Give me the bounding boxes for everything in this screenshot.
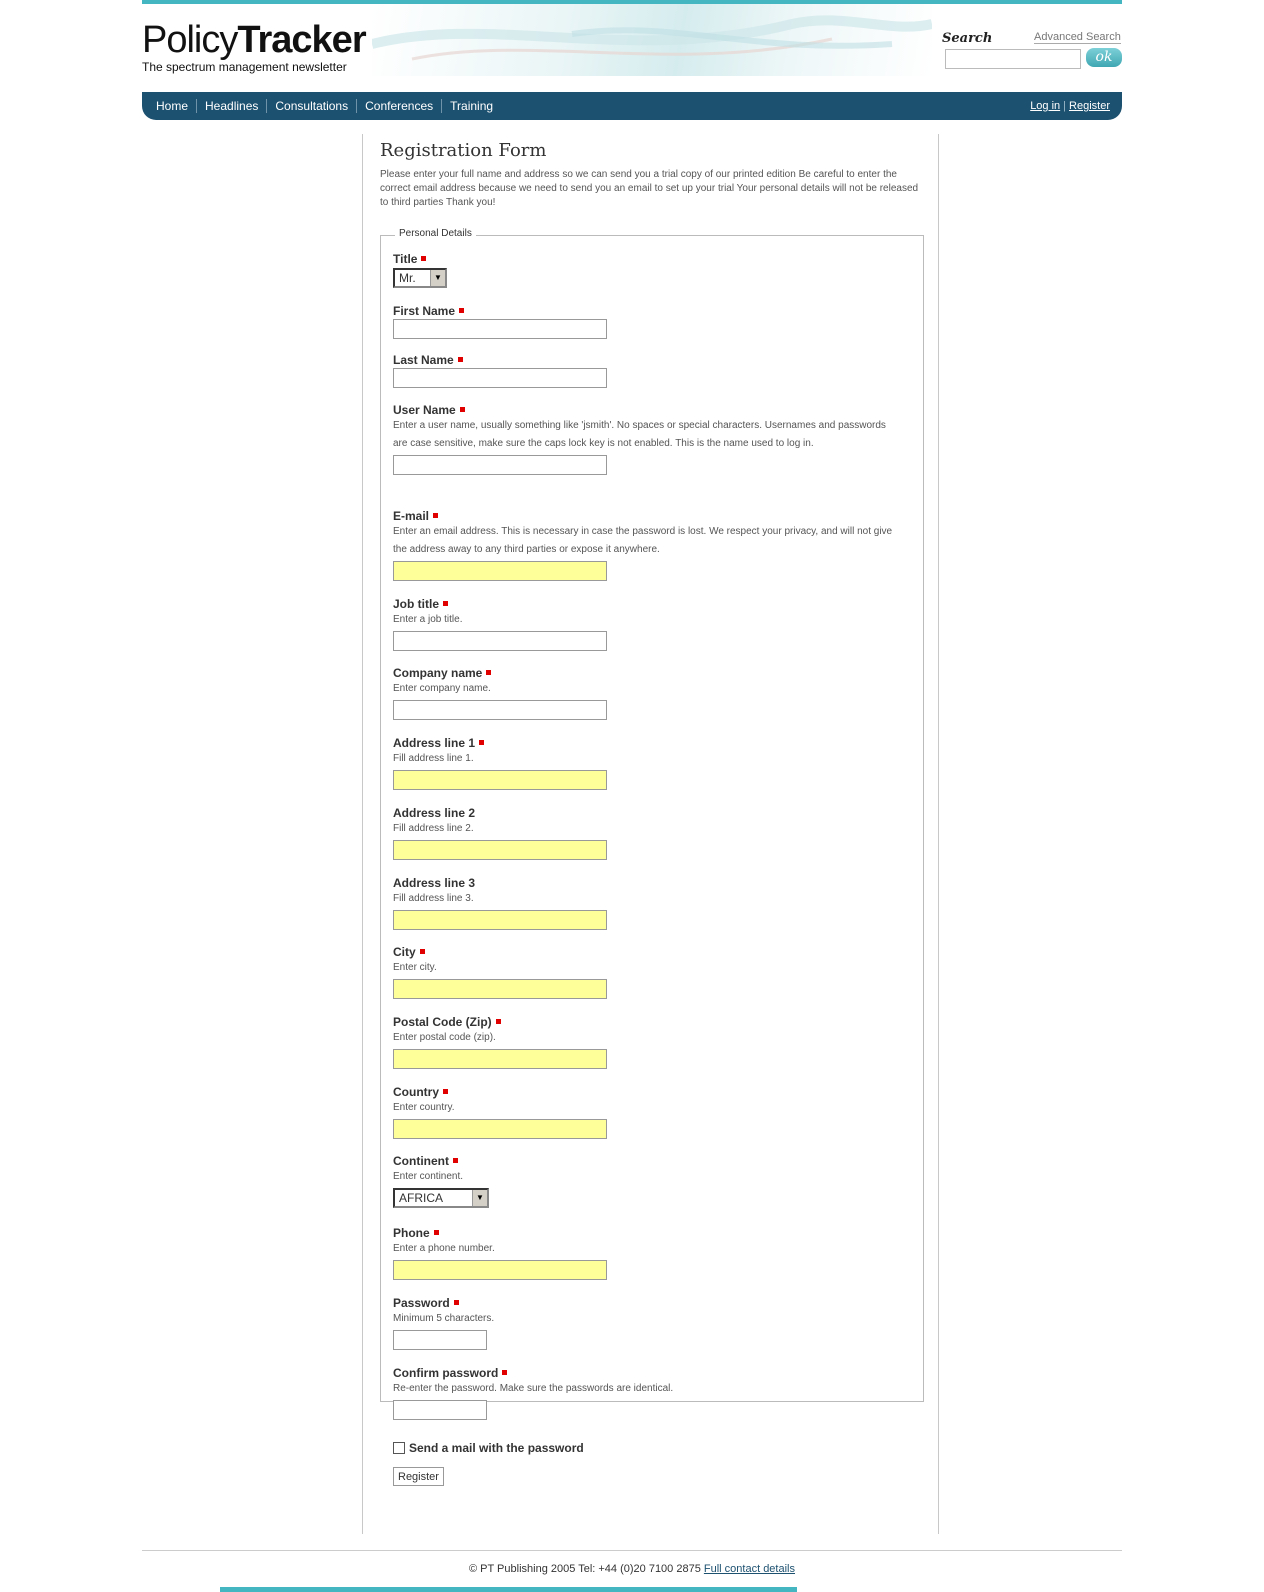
required-marker bbox=[443, 601, 448, 606]
first-name-input[interactable] bbox=[393, 319, 607, 339]
nav-separator: | bbox=[1063, 100, 1067, 112]
logo-text-tracker: Tracker bbox=[237, 19, 366, 61]
logo-text-policy: Policy bbox=[142, 19, 238, 61]
required-marker bbox=[420, 949, 425, 954]
email-input[interactable] bbox=[393, 561, 607, 581]
bottom-accent-bar bbox=[220, 1587, 797, 1592]
username-input[interactable] bbox=[393, 455, 607, 475]
city-field bbox=[393, 945, 607, 999]
country-field bbox=[393, 1085, 607, 1139]
postal-code-help: Enter postal code (zip). bbox=[393, 1032, 496, 1043]
first-name-label: First Name bbox=[393, 304, 456, 318]
nav-item-training[interactable]: Training bbox=[450, 99, 494, 113]
job-title-label: Job title bbox=[393, 597, 440, 611]
title-field bbox=[393, 252, 447, 288]
confirm-password-help: Re-enter the password. Make sure the passwords are identical. bbox=[393, 1383, 674, 1394]
login-link[interactable]: Log in bbox=[1030, 100, 1061, 112]
search-input[interactable] bbox=[945, 49, 1081, 69]
postal-code-field bbox=[393, 1015, 607, 1069]
country-label: Country bbox=[393, 1085, 439, 1099]
fieldset-legend: Personal Details bbox=[395, 228, 476, 239]
first-name-field bbox=[393, 304, 607, 339]
footer-text: © PT Publishing 2005 Tel: +44 (0)20 7100 2875 bbox=[468, 1563, 701, 1575]
country-input[interactable] bbox=[393, 1119, 607, 1139]
address-line-1-field bbox=[393, 736, 607, 790]
username-field bbox=[393, 403, 898, 475]
address-line-1-input[interactable] bbox=[393, 770, 607, 790]
search-label: Search bbox=[942, 31, 993, 46]
site-logo[interactable] bbox=[142, 20, 366, 74]
email-label: E-mail bbox=[393, 509, 430, 523]
company-label: Company name bbox=[393, 666, 483, 680]
company-help: Enter company name. bbox=[393, 683, 491, 694]
postal-code-input[interactable] bbox=[393, 1049, 607, 1069]
city-input[interactable] bbox=[393, 979, 607, 999]
nav-item-conferences[interactable]: Conferences bbox=[357, 99, 442, 113]
confirm-password-label: Confirm password bbox=[393, 1366, 499, 1380]
city-label: City bbox=[393, 945, 416, 959]
title-select-value: Mr. bbox=[399, 271, 416, 285]
advanced-search-link[interactable]: Advanced Search bbox=[1034, 31, 1121, 43]
required-marker bbox=[453, 1158, 458, 1163]
title-select[interactable] bbox=[393, 268, 447, 288]
required-marker bbox=[433, 513, 438, 518]
address-line-3-label: Address line 3 bbox=[393, 876, 476, 890]
required-marker bbox=[443, 1089, 448, 1094]
send-mail-label: Send a mail with the password bbox=[409, 1441, 584, 1455]
continent-select[interactable] bbox=[393, 1188, 489, 1208]
continent-field bbox=[393, 1154, 489, 1208]
contact-details-link[interactable]: Full contact details bbox=[703, 1563, 795, 1575]
required-marker bbox=[434, 1230, 439, 1235]
company-field bbox=[393, 666, 607, 720]
job-title-input[interactable] bbox=[393, 631, 607, 651]
address-line-1-label: Address line 1 bbox=[393, 736, 476, 750]
username-help: Enter a user name, usually something like 'jsmith'. No spaces or special characters. Usernames and passwords are case sensitive, make sure the caps lock key is not enabled. This is the name used to log in. bbox=[393, 420, 886, 449]
address-line-1-help: Fill address line 1. bbox=[393, 753, 474, 764]
chevron-down-icon: ▼ bbox=[472, 1190, 487, 1206]
main-content bbox=[362, 134, 939, 1534]
chevron-down-icon: ▼ bbox=[430, 270, 445, 286]
address-line-2-input[interactable] bbox=[393, 840, 607, 860]
address-line-3-help: Fill address line 3. bbox=[393, 893, 474, 904]
required-marker bbox=[486, 670, 491, 675]
page-title: Registration Form bbox=[380, 140, 547, 161]
confirm-password-field bbox=[393, 1366, 673, 1420]
header-swoosh-graphic bbox=[372, 4, 932, 76]
main-navigation bbox=[142, 92, 1122, 120]
email-field bbox=[393, 509, 898, 581]
title-label: Title bbox=[393, 252, 418, 266]
required-marker bbox=[454, 1300, 459, 1305]
email-help: Enter an email address. This is necessary in case the password is lost. We respect your privacy, and will not give the address away to any third parties or expose it anywhere. bbox=[393, 526, 893, 555]
required-marker bbox=[459, 308, 464, 313]
search-ok-button[interactable]: ok bbox=[1086, 48, 1122, 67]
phone-label: Phone bbox=[393, 1226, 430, 1240]
password-help: Minimum 5 characters. bbox=[393, 1313, 495, 1324]
footer bbox=[142, 1563, 1122, 1575]
register-button[interactable]: Register bbox=[393, 1467, 444, 1486]
username-label: User Name bbox=[393, 403, 456, 417]
send-mail-option[interactable] bbox=[393, 1441, 584, 1455]
continent-select-value: AFRICA bbox=[399, 1191, 444, 1205]
personal-details-fieldset bbox=[380, 228, 924, 1483]
city-help: Enter city. bbox=[393, 962, 437, 973]
password-input[interactable] bbox=[393, 1330, 487, 1350]
last-name-field bbox=[393, 353, 607, 388]
password-field bbox=[393, 1296, 494, 1350]
last-name-input[interactable] bbox=[393, 368, 607, 388]
address-line-2-field bbox=[393, 806, 607, 860]
required-marker bbox=[496, 1019, 501, 1024]
password-label: Password bbox=[393, 1296, 450, 1310]
address-line-3-field bbox=[393, 876, 607, 930]
required-marker bbox=[421, 256, 426, 261]
phone-help: Enter a phone number. bbox=[393, 1243, 495, 1254]
footer-divider bbox=[142, 1550, 1122, 1551]
company-input[interactable] bbox=[393, 700, 607, 720]
register-link[interactable]: Register bbox=[1069, 100, 1110, 112]
required-marker bbox=[479, 740, 484, 745]
phone-field bbox=[393, 1226, 607, 1280]
confirm-password-input[interactable] bbox=[393, 1400, 487, 1420]
required-marker bbox=[502, 1370, 507, 1375]
address-line-2-help: Fill address line 2. bbox=[393, 823, 474, 834]
page-wrapper bbox=[142, 0, 1122, 1592]
continent-help: Enter continent. bbox=[393, 1171, 464, 1182]
nav-item-home[interactable]: Home bbox=[148, 99, 197, 113]
send-mail-checkbox[interactable] bbox=[393, 1442, 405, 1454]
phone-input[interactable] bbox=[393, 1260, 607, 1280]
continent-label: Continent bbox=[393, 1154, 449, 1168]
required-marker bbox=[458, 357, 463, 362]
job-title-help: Enter a job title. bbox=[393, 614, 463, 625]
postal-code-label: Postal Code (Zip) bbox=[393, 1015, 492, 1029]
required-marker bbox=[460, 407, 465, 412]
address-line-2-label: Address line 2 bbox=[393, 806, 476, 820]
nav-item-headlines[interactable]: Headlines bbox=[197, 99, 267, 113]
country-help: Enter country. bbox=[393, 1102, 455, 1113]
last-name-label: Last Name bbox=[393, 353, 454, 367]
intro-text: Please enter your full name and address so we can send you a trial copy of our printed edition Be careful to enter the correct email address because we need to send you an email to set up your trial Your personal details will not be released to third parties Thank you! bbox=[380, 169, 919, 208]
job-title-field bbox=[393, 597, 607, 651]
nav-item-consultations[interactable]: Consultations bbox=[267, 99, 357, 113]
address-line-3-input[interactable] bbox=[393, 910, 607, 930]
tagline: The spectrum management newsletter bbox=[142, 60, 347, 74]
